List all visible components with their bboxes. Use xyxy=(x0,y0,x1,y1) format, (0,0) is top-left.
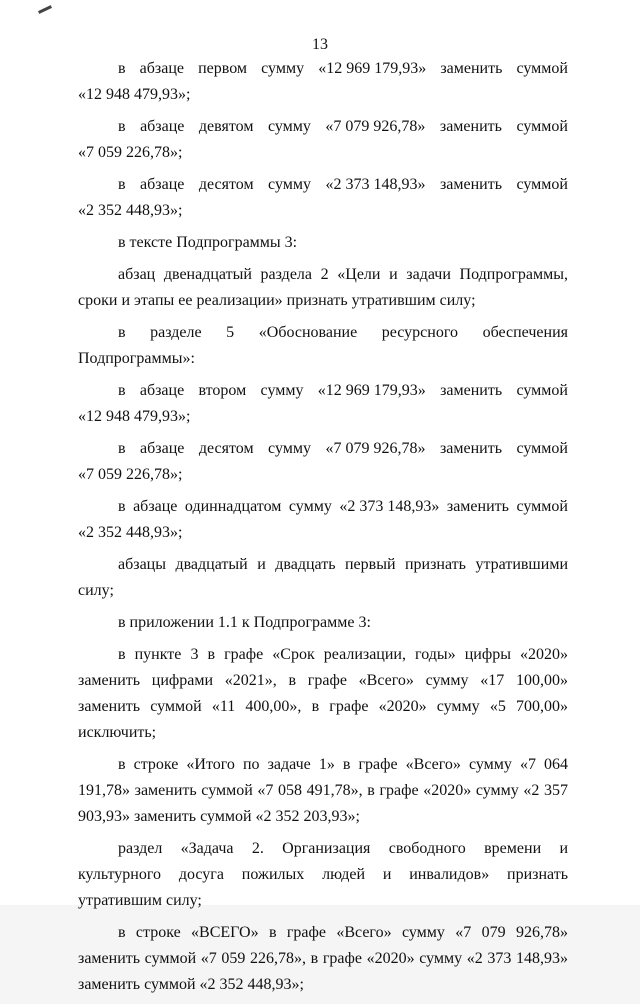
amount-replacement-line xyxy=(78,56,568,82)
word: сумму xyxy=(260,382,304,399)
page-number: 13 xyxy=(312,36,328,53)
paragraph-continuation: «12 948 479,93»; xyxy=(78,408,191,425)
word: первом xyxy=(198,60,248,77)
word: суммой xyxy=(516,382,568,399)
paragraph: абзацы двадцатый и двадцать первый признать утратившими силу; xyxy=(78,556,568,599)
scan-mark xyxy=(38,5,52,14)
word: «7 079 926,78» xyxy=(325,118,426,135)
amount-replacement-line xyxy=(78,436,568,462)
amount-replacement-line xyxy=(78,114,568,140)
word: сумму xyxy=(288,498,332,515)
amount-replacement-line xyxy=(78,378,568,404)
word: «2 373 148,93» xyxy=(339,498,440,515)
word: суммой xyxy=(516,118,568,135)
paragraph: абзац двенадцатый раздела 2 «Цели и задачи Подпрограммы, сроки и этапы ее реализации» признать утратившим силу; xyxy=(78,266,568,309)
word: заменить xyxy=(440,382,503,399)
word: «7 079 926,78» xyxy=(325,440,426,457)
amount-replacement-line xyxy=(78,172,568,198)
word: заменить xyxy=(440,60,503,77)
word: сумму xyxy=(268,176,311,193)
word: абзаце xyxy=(139,382,185,399)
word: сумму xyxy=(261,60,305,77)
document-body xyxy=(78,56,568,1004)
paragraph: в разделе 5 «Обоснование ресурсного обеспечения Подпрограммы»: xyxy=(78,324,568,367)
word: «2 373 148,93» xyxy=(325,176,426,193)
paragraph-continuation: «7 059 226,78»; xyxy=(78,144,183,161)
word: суммой xyxy=(516,440,568,457)
paragraph: в приложении 1.1 к Подпрограмме 3: xyxy=(118,614,371,631)
word: девятом xyxy=(198,118,254,135)
paragraph-continuation: «12 948 479,93»; xyxy=(78,86,191,103)
word: заменить xyxy=(439,176,503,193)
word: суммой xyxy=(516,498,568,515)
word: «12 969 179,93» xyxy=(318,60,427,77)
word: сумму xyxy=(267,118,311,135)
word: заменить xyxy=(446,498,509,515)
word: абзаце xyxy=(139,60,184,77)
word: сумму xyxy=(268,440,311,457)
paragraph: в тексте Подпрограммы 3: xyxy=(118,234,298,251)
word: заменить xyxy=(439,118,502,135)
paragraph: раздел «Задача 2. Организация свободного времени и культурного досуга пожилых людей и инвалидов» признать утратившим силу; xyxy=(78,840,568,909)
word: десятом xyxy=(198,176,254,193)
word: в xyxy=(118,176,126,193)
word: абзаце xyxy=(140,440,185,457)
paragraph: в пункте 3 в графе «Срок реализации, годы» цифры «2020» заменить цифрами «2021», в графе «Всего» сумму «17 100,00» заменить суммой «11 400,00», в графе «2020» сумму «5 700,00» исключить; xyxy=(78,646,568,741)
word: абзаце xyxy=(140,118,185,135)
word: десятом xyxy=(198,440,254,457)
word: суммой xyxy=(516,60,568,77)
word: в xyxy=(118,498,126,515)
word: в xyxy=(118,382,126,399)
paragraph: в строке «Итого по задаче 1» в графе «Всего» сумму «7 064 191,78» заменить суммой «7 058 491,78», в графе «2020» сумму «2 357 903,93» заменить суммой «2 352 203,93»; xyxy=(78,756,568,825)
paragraph-gap xyxy=(78,998,568,1004)
word: одиннадцатом xyxy=(184,498,282,515)
paragraph: в строке «ВСЕГО» в графе «Всего» сумму «7 079 926,78» заменить суммой «7 059 226,78», в графе «2020» сумму «2 373 148,93» заменить суммой «2 352 448,93»; xyxy=(78,924,568,993)
word: суммой xyxy=(516,176,568,193)
paragraph-continuation: «2 352 448,93»; xyxy=(78,202,183,219)
paragraph-continuation: «7 059 226,78»; xyxy=(78,466,183,483)
word: заменить xyxy=(439,440,503,457)
amount-replacement-line xyxy=(78,494,568,520)
word: в xyxy=(118,118,126,135)
word: в xyxy=(118,440,126,457)
word: абзаце xyxy=(133,498,178,515)
paragraph-continuation: «2 352 448,93»; xyxy=(78,524,183,541)
word: втором xyxy=(198,382,247,399)
word: в xyxy=(118,60,126,77)
word: абзаце xyxy=(140,176,185,193)
word: «12 969 179,93» xyxy=(317,382,426,399)
